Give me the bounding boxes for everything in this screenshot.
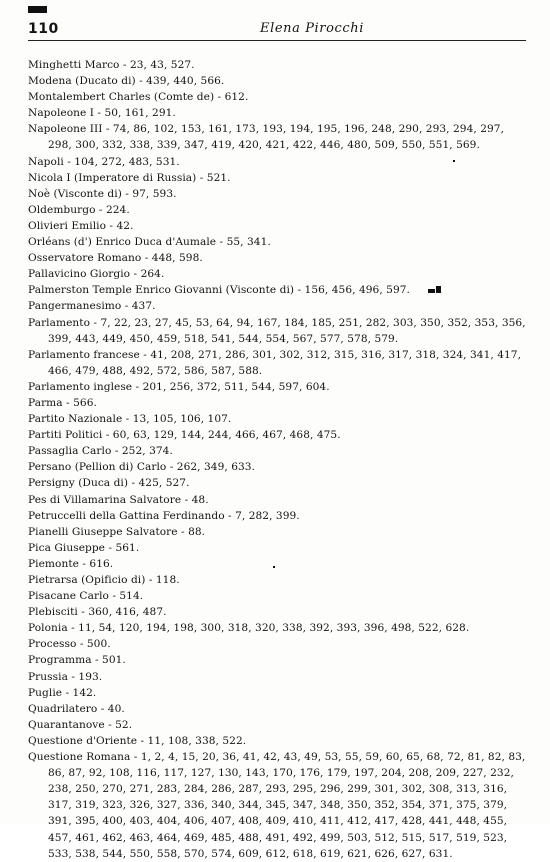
index-entry: Persigny (Duca di) - 425, 527. bbox=[28, 477, 190, 490]
index-entry: Plebisciti - 360, 416, 487. bbox=[28, 606, 167, 619]
index-entry: Partito Nazionale - 13, 105, 106, 107. bbox=[28, 413, 232, 426]
index-entry: Prussia - 193. bbox=[28, 670, 103, 683]
ink-speck bbox=[273, 566, 275, 568]
index-entry: Orléans (d') Enrico Duca d'Aumale - 55, 341. bbox=[28, 236, 271, 249]
index-entry: Olivieri Emilio - 42. bbox=[28, 219, 134, 232]
index-entry: Parlamento - 7, 22, 23, 27, 45, 53, 64, 94, 167, 184, 185, 251, 282, 303, 350, 352, 353, 356, 399, 443, 449, 450, 459, 518, 541, 544, 554, 567, 577, 578, 579. bbox=[28, 316, 526, 345]
index-entry: Parlamento inglese - 201, 256, 372, 511, 544, 597, 604. bbox=[28, 380, 330, 393]
index-entry: Pietrarsa (Opificio di) - 118. bbox=[28, 574, 180, 586]
index-entry: Minghetti Marco - 23, 43, 527. bbox=[28, 59, 195, 71]
index-entry: Questione d'Oriente - 11, 108, 338, 522. bbox=[28, 734, 247, 747]
index-entry: Polonia - 11, 54, 120, 194, 198, 300, 318, 320, 338, 392, 393, 396, 498, 522, 628. bbox=[28, 622, 470, 635]
ink-speck bbox=[453, 160, 455, 162]
index-entry: Partiti Politici - 60, 63, 129, 144, 244, 466, 467, 468, 475. bbox=[28, 429, 341, 442]
index-entry: Napoleone III - 74, 86, 102, 153, 161, 173, 193, 194, 195, 196, 248, 290, 293, 294, 297, 298, 300, 332, 338, 339, 347, 419, 420, 421, 422, 446, 480, 509, 550, 551, 569. bbox=[28, 123, 504, 152]
index-entry: Questione Romana - 1, 2, 4, 15, 20, 36, 41, 42, 43, 49, 53, 55, 59, 60, 65, 68, 72, 81, 82, 83, 86, 87, 92, 108, 116, 117, 127, 130, 143, 170, 176, 179, 197, 204, 208, 209, 227, 232, 238, 250, 270, 271, 283, 284, 286, 287, 293, 295, 296, 299, 301, 302, 308, 313, 316, 317, 319, 323, 326, 327, 336, 340, 344, 345, 347, 348, 350, 352, 354, 371, 375, 379, 391, 395, 400, 403, 404, 406, 407, 408, 409, 410, 411, 412, 417, 428, 441, 448, 455, 457, 461, 462, 463, 464, 469, 485, 488, 491, 492, 499, 503, 512, 515, 517, 519, 523, 533, 538, 544, 550, 558, 570, 574, 609, 612, 618, 619, 621, 626, 627, 631. bbox=[28, 751, 526, 860]
page-header bbox=[28, 6, 526, 40]
index-entry: Osservatore Romano - 448, 598. bbox=[28, 252, 203, 265]
index-entry: Pica Giuseppe - 561. bbox=[28, 541, 140, 554]
index-entry: Modena (Ducato di) - 439, 440, 566. bbox=[28, 75, 225, 88]
index-entry: Pangermanesimo - 437. bbox=[28, 300, 156, 313]
ink-speck bbox=[428, 289, 435, 293]
index-entry: Napoli - 104, 272, 483, 531. bbox=[28, 155, 180, 168]
index-entry: Nicola I (Imperatore di Russia) - 521. bbox=[28, 171, 231, 184]
index-entry: Parma - 566. bbox=[28, 396, 97, 409]
index-entry: Pallavicino Giorgio - 264. bbox=[28, 268, 165, 281]
page-number: 110 bbox=[28, 21, 59, 37]
index-entry: Noè (Visconte di) - 97, 593. bbox=[28, 187, 177, 200]
index-entry: Passaglia Carlo - 252, 374. bbox=[28, 445, 173, 458]
index-entry: Puglie - 142. bbox=[28, 686, 97, 699]
header-rule bbox=[28, 40, 526, 41]
index-entry: Parlamento francese - 41, 208, 271, 286, 301, 302, 312, 315, 316, 317, 318, 324, 341, 417, 466, 479, 488, 492, 572, 586, 587, 588. bbox=[28, 348, 521, 377]
index-entry: Pianelli Giuseppe Salvatore - 88. bbox=[28, 525, 206, 538]
index-entry: Palmerston Temple Enrico Giovanni (Visconte di) - 156, 456, 496, 597. bbox=[28, 284, 410, 297]
index-entry: Petruccelli della Gattina Ferdinando - 7, 282, 399. bbox=[28, 509, 300, 522]
index-entry: Pes di Villamarina Salvatore - 48. bbox=[28, 493, 209, 506]
index-entry: Processo - 500. bbox=[28, 638, 111, 651]
index-entry: Napoleone I - 50, 161, 291. bbox=[28, 107, 176, 120]
index-entry: Programma - 501. bbox=[28, 654, 126, 667]
index-entry: Quarantanove - 52. bbox=[28, 718, 133, 731]
index-entry: Quadrilatero - 40. bbox=[28, 702, 125, 715]
index-entry: Montalembert Charles (Comte de) - 612. bbox=[28, 91, 249, 104]
index-entry: Oldemburgo - 224. bbox=[28, 203, 130, 216]
index-entry: Persano (Pellion di) Carlo - 262, 349, 633. bbox=[28, 461, 255, 474]
ink-speck bbox=[436, 286, 441, 293]
index-list bbox=[28, 57, 530, 862]
running-title: Elena Pirocchi bbox=[260, 21, 365, 36]
index-entry: Pisacane Carlo - 514. bbox=[28, 590, 144, 603]
index-entry: Piemonte - 616. bbox=[28, 557, 114, 570]
header-ink-mark bbox=[28, 6, 47, 13]
